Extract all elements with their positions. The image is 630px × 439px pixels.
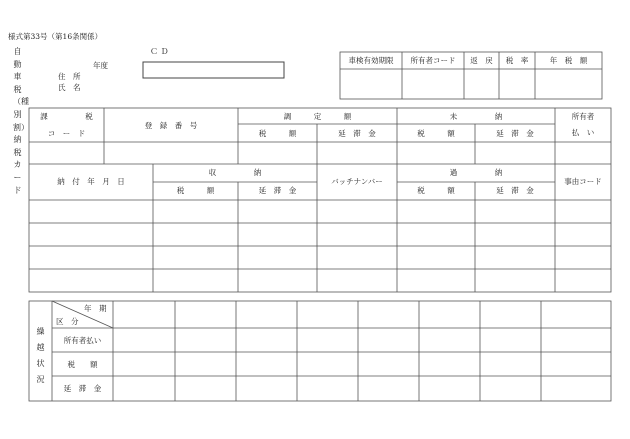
- tax-rate-header: 税 率: [505, 56, 529, 65]
- tax-code-label-1: 課 税: [40, 112, 93, 121]
- form-number: 様式第33号（第16条関係）: [8, 32, 103, 41]
- assessed-tax-subheader: 税 額: [258, 129, 297, 138]
- period-label: 年 期: [84, 304, 107, 313]
- owner-pay-label-1: 所有者: [571, 112, 595, 121]
- batch-number-header: バッチナンバー: [331, 177, 383, 186]
- carry-row-late-fee: 延 滞 金: [63, 384, 102, 393]
- carry-row-tax: 税 額: [67, 360, 98, 369]
- unpaid-tax-subheader: 税 額: [417, 129, 455, 138]
- assessed-late-fee-subheader: 延 滞 金: [338, 129, 376, 138]
- owner-code-header: 所有者コード: [410, 56, 456, 65]
- cd-label: Ｃ Ｄ: [150, 47, 169, 56]
- unpaid-late-fee-subheader: 延 滞 金: [496, 129, 534, 138]
- carry-row-owner-pay: 所有者払い: [63, 336, 102, 345]
- receipt-header: 収 納: [208, 168, 262, 177]
- name-label: 氏 名: [58, 83, 81, 92]
- owner-pay-label-2: 払 い: [571, 128, 595, 137]
- payment-date-header: 納 付 年 月 日: [57, 177, 125, 186]
- registration-number-header: 登 録 番 号: [144, 121, 198, 130]
- overpaid-late-fee-subheader: 延 滞 金: [496, 186, 534, 195]
- assessed-amount-header: 調 定 額: [283, 112, 352, 121]
- overpaid-header: 過 納: [449, 168, 503, 177]
- reason-code-header: 事由コード: [564, 177, 602, 186]
- category-label: 区 分: [56, 317, 79, 326]
- tax-code-label-2: コ ー ド: [47, 129, 86, 138]
- overpaid-tax-subheader: 税 額: [417, 186, 455, 195]
- vertical-title: 自動車税（種別割）納税カード: [13, 47, 29, 195]
- receipt-late-fee-subheader: 延 滞 金: [258, 186, 297, 195]
- carry-table: [29, 301, 611, 401]
- carry-over-title: 繰越状況: [36, 327, 45, 384]
- cd-input-box: [143, 62, 284, 78]
- annual-tax-header: 年 税 額: [549, 56, 588, 65]
- shaken-expiry-header: 車検有効期限: [348, 56, 394, 65]
- receipt-tax-subheader: 税 額: [176, 186, 215, 195]
- unpaid-header: 未 納: [449, 112, 503, 121]
- return-header: 返 戻: [470, 56, 493, 65]
- address-label: 住 所: [58, 72, 81, 81]
- year-label: 年度: [93, 61, 108, 70]
